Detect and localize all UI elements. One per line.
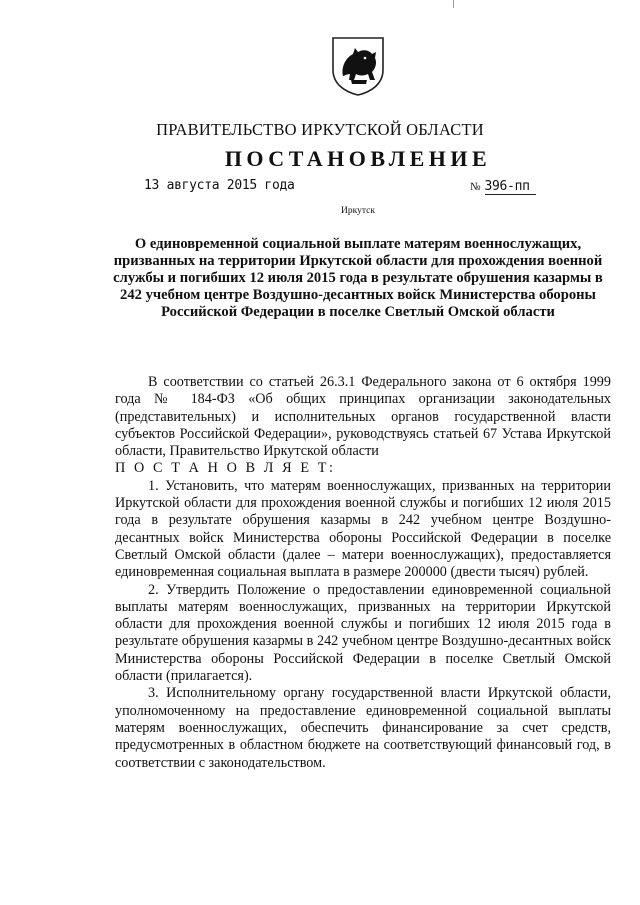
decree-body	[115, 374, 611, 772]
item-paragraph-3: 3. Исполнительному органу государственной власти Иркутской области, уполномоченному на предоставление единовременной социальной выплаты матерям военнослужащих, обеспечить финансирование за счет средств, предусмотренных в областном бюджете на соответствующий финансовый год, в соответствии с законодательством.	[115, 685, 611, 771]
government-name: ПРАВИТЕЛЬСТВО ИРКУТСКОЙ ОБЛАСТИ	[156, 120, 484, 139]
number-sign: №	[470, 181, 481, 193]
irkutsk-coat-of-arms-icon	[331, 36, 385, 96]
scan-mark	[453, 0, 454, 8]
preamble-paragraph: В соответствии со статьей 26.3.1 Федерального закона от 6 октября 1999 года № 184-ФЗ «Об общих принципах организации законодательных (представительных) и исполнительных органов государственной власти субъектов Российской Федерации», руководствуясь статьей 67 Устава Иркутской области, Правительство Иркутской области	[115, 374, 611, 460]
resolves-word: П О С Т А Н О В Л Я Е Т:	[115, 460, 336, 477]
decree-date: 13 августа 2015 года	[144, 178, 295, 193]
document-type: ПОСТАНОВЛЕНИЕ	[224, 146, 492, 171]
decree-number-block	[470, 178, 536, 194]
decree-title: О единовременной социальной выплате матерям военнослужащих, призванных на территории Иркутской области для прохождения военной службы и погибших 12 июля 2015 года в результате обрушения казармы в 242 учебном центре Воздушно-десантных войск Министерства обороны Российской Федерации в поселке Светлый Омской области	[113, 236, 603, 320]
item-paragraph-1: 1. Установить, что матерям военнослужащих, призванных на территории Иркутской области для прохождения военной службы и погибших 12 июля 2015 года в результате обрушения казармы в 242 учебном центре Воздушно-десантных войск Министерства обороны Российской Федерации в поселке Светлый Омской области (далее – матери военнослужащих), предоставляется единовременная социальная выплата в размере 200000 (двести тысяч) рублей.	[115, 477, 611, 581]
item-paragraph-2: 2. Утвердить Положение о предоставлении единовременной социальной выплаты матерям военнослужащих, призванных на территории Иркутской области для прохождения военной службы и погибших 12 июля 2015 года в результате обрушения казармы в 242 учебном центре Воздушно-десантных войск Министерства обороны Российской Федерации в поселке Светлый Омской области (прилагается).	[115, 581, 611, 685]
decree-number: 396-пп	[485, 179, 536, 195]
city-name: Иркутск	[341, 206, 375, 216]
